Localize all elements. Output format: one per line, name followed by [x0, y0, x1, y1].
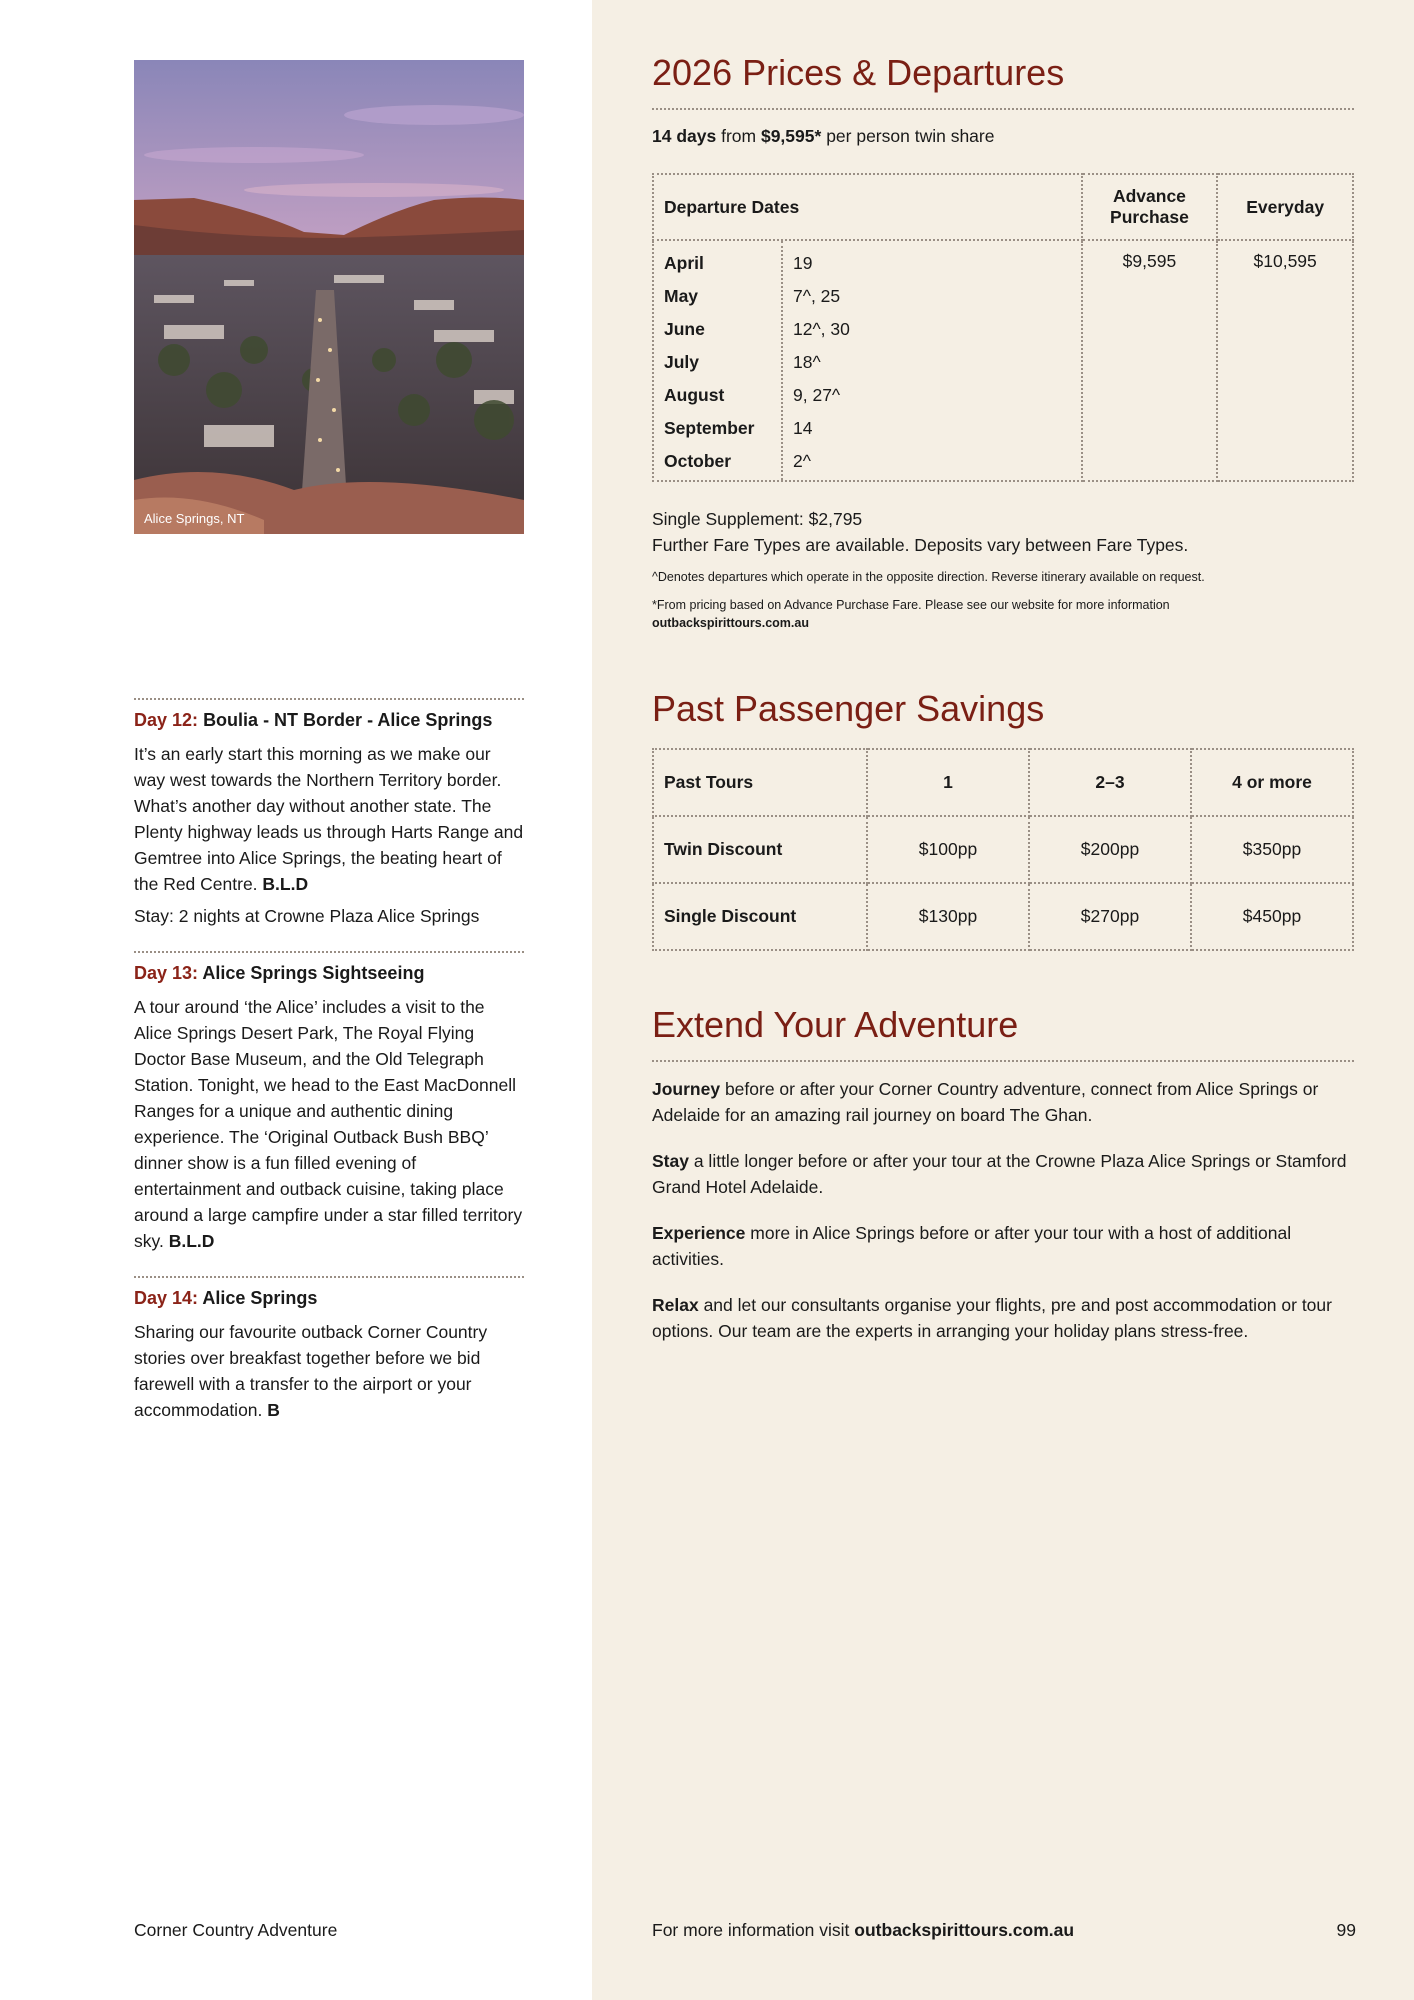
month-name: June — [664, 319, 705, 339]
col-advance-purchase: Advance Purchase — [1082, 174, 1218, 240]
col-departure-dates: Departure Dates — [653, 174, 1082, 240]
extend-text: more in Alice Springs before or after your tour with a host of additional activities. — [652, 1223, 1292, 1269]
divider — [652, 1060, 1354, 1062]
day-title: Alice Springs — [202, 1288, 318, 1308]
page-number: 99 — [1336, 1920, 1356, 1940]
day-heading — [134, 1288, 524, 1309]
row-label: Twin Discount — [653, 816, 867, 883]
day-title: Alice Springs Sightseeing — [202, 963, 425, 983]
discount-value: $130pp — [867, 883, 1029, 950]
col-past-tours: Past Tours — [653, 749, 867, 816]
day-text: Sharing our favourite outback Corner Country stories over breakfast together before we bid farewell with a transfer to the airport or your accommodation. — [134, 1322, 488, 1420]
footer-website-link[interactable]: outbackspirittours.com.au — [854, 1920, 1075, 1940]
discount-value: $350pp — [1191, 816, 1353, 883]
day-number: Day 12: — [134, 710, 199, 730]
footer-tour-name: Corner Country Adventure — [134, 1920, 338, 1940]
day-12 — [134, 700, 524, 951]
col-everyday: Everyday — [1217, 174, 1353, 240]
extend-keyword: Relax — [652, 1295, 699, 1315]
prices-section — [652, 52, 1354, 632]
day-14 — [134, 1278, 524, 1445]
departure-days: 12^, 30 — [793, 319, 850, 339]
extend-item-stay — [652, 1148, 1354, 1200]
departure-days: 18^ — [793, 352, 821, 372]
price-summary — [652, 126, 1354, 147]
extend-keyword: Experience — [652, 1223, 746, 1243]
extend-item-journey — [652, 1076, 1354, 1128]
footer-prefix: For more information visit — [652, 1920, 850, 1940]
day-heading — [134, 963, 524, 984]
meals-included: B.L.D — [168, 1231, 215, 1251]
departure-days: 2^ — [793, 451, 811, 471]
month-name: April — [664, 253, 704, 273]
row-label: Single Discount — [653, 883, 867, 950]
tour-duration: 14 days — [652, 126, 717, 146]
meals-included: B — [267, 1400, 280, 1420]
departure-dates-cell — [653, 240, 1082, 481]
prices-heading: 2026 Prices & Departures — [652, 52, 1065, 93]
extend-item-experience — [652, 1220, 1354, 1272]
day-13 — [134, 953, 524, 1276]
advance-purchase-price: $9,595 — [1082, 240, 1218, 481]
extend-text: before or after your Corner Country adventure, connect from Alice Springs or Adelaide for an amazing rail journey on board The Ghan. — [652, 1079, 1319, 1125]
departure-days: 7^, 25 — [793, 286, 841, 306]
dates-column — [782, 241, 1081, 480]
day-number: Day 13: — [134, 963, 199, 983]
divider — [652, 108, 1354, 110]
savings-header-row — [653, 749, 1353, 816]
departure-days: 19 — [793, 253, 813, 273]
departure-days: 9, 27^ — [793, 385, 841, 405]
departure-days: 14 — [793, 418, 813, 438]
extend-text: and let our consultants organise your flights, pre and post accommodation or tour options. Our team are the experts in arranging your holiday plans stress-free. — [652, 1295, 1332, 1341]
website-link[interactable]: outbackspirittours.com.au — [652, 616, 809, 630]
col-tours-1: 1 — [867, 749, 1029, 816]
landscape-image — [134, 60, 524, 534]
savings-section — [652, 688, 1354, 951]
extend-item-relax — [652, 1292, 1354, 1344]
day-text: A tour around ‘the Alice’ includes a visit to the Alice Springs Desert Park, The Royal Flying Doctor Base Museum, and the Old Telegraph Station. Tonight, we head to the East MacDonnell Ranges for a unique and authentic dining experience. The ‘Original Outback Bush BBQ’ dinner show is a fun filled evening of entertainment and outback cuisine, taking place around a large campfire under a star filled territory sky. — [134, 997, 523, 1251]
left-column — [0, 0, 592, 2000]
everyday-price: $10,595 — [1217, 240, 1353, 481]
discount-value: $200pp — [1029, 816, 1191, 883]
day-description — [134, 1319, 524, 1423]
pricing-footnote: *From pricing based on Advance Purchase Fare. Please see our website for more information — [652, 598, 1170, 612]
day-description — [134, 741, 524, 897]
from-word: from — [721, 126, 757, 146]
departures-header-row — [653, 174, 1353, 240]
month-name: May — [664, 286, 699, 306]
discount-value: $100pp — [867, 816, 1029, 883]
fare-types-note: Further Fare Types are available. Deposits vary between Fare Types. — [652, 535, 1189, 555]
footer-info — [652, 1920, 1074, 1941]
extend-keyword: Journey — [652, 1079, 721, 1099]
single-supplement: Single Supplement: $2,795 — [652, 509, 863, 529]
price-basis: per person twin share — [826, 126, 995, 146]
meals-included: B.L.D — [262, 874, 309, 894]
extend-keyword: Stay — [652, 1151, 689, 1171]
twin-discount-row — [653, 816, 1353, 883]
months-list — [654, 241, 1081, 480]
savings-table — [652, 748, 1354, 951]
discount-value: $450pp — [1191, 883, 1353, 950]
extend-section — [652, 1004, 1354, 1364]
photo-caption: Alice Springs, NT — [144, 511, 245, 526]
month-column — [654, 241, 782, 480]
from-price: $9,595* — [760, 126, 822, 146]
price-notes — [652, 506, 1354, 632]
month-name: July — [664, 352, 700, 372]
day-description — [134, 994, 524, 1254]
month-name: October — [664, 451, 732, 471]
day-heading — [134, 710, 524, 731]
direction-footnote: ^Denotes departures which operate in the opposite direction. Reverse itinerary available on request. — [652, 570, 1205, 584]
itinerary — [134, 698, 524, 1445]
alice-springs-photo — [134, 60, 524, 534]
extend-heading: Extend Your Adventure — [652, 1004, 1019, 1045]
day-stay: Stay: 2 nights at Crowne Plaza Alice Springs — [134, 906, 480, 926]
day-text: It’s an early start this morning as we make our way west towards the Northern Territory border. What’s another day without another state. The Plenty highway leads us through Harts Range and Gemtree into Alice Springs, the beating heart of the Red Centre. — [134, 744, 524, 894]
month-name: August — [664, 385, 725, 405]
extend-text: a little longer before or after your tour at the Crowne Plaza Alice Springs or Stamford Grand Hotel Adelaide. — [652, 1151, 1347, 1197]
day-title: Boulia - NT Border - Alice Springs — [203, 710, 493, 730]
day-number: Day 14: — [134, 1288, 199, 1308]
col-tours-2-3: 2–3 — [1029, 749, 1191, 816]
col-tours-4-plus: 4 or more — [1191, 749, 1353, 816]
single-discount-row — [653, 883, 1353, 950]
departures-body-row — [653, 240, 1353, 481]
departures-table — [652, 173, 1354, 482]
savings-heading: Past Passenger Savings — [652, 688, 1045, 729]
discount-value: $270pp — [1029, 883, 1191, 950]
month-name: September — [664, 418, 755, 438]
